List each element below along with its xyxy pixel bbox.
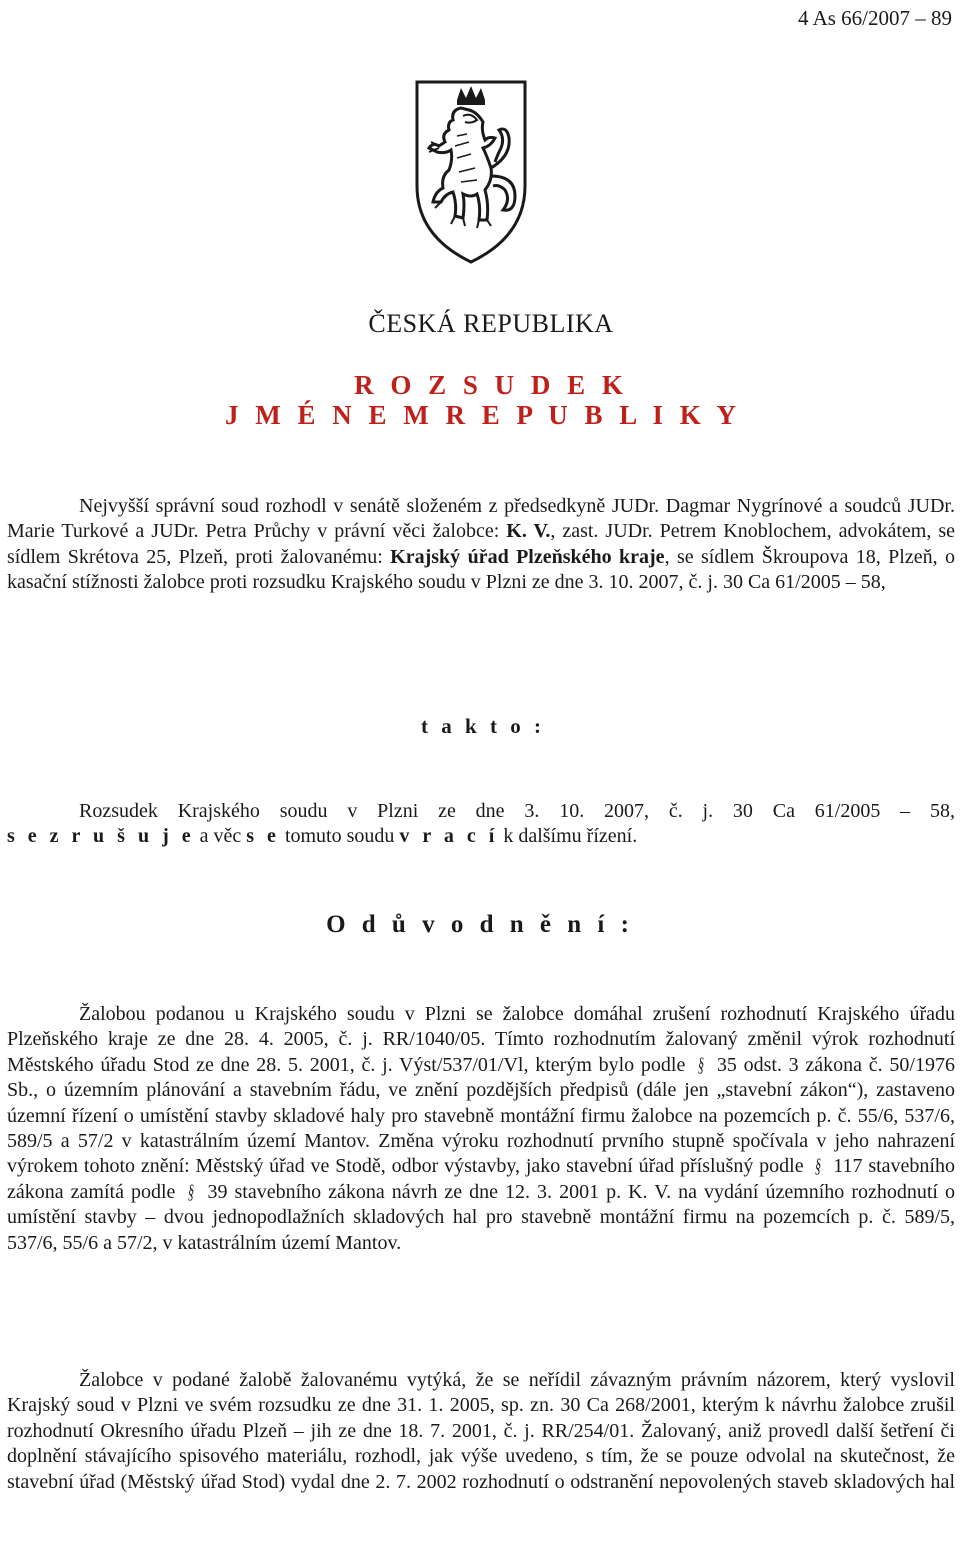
takto-heading: t a k t o :: [421, 714, 545, 738]
plaintiff-name: K. V.: [506, 520, 551, 543]
judgment-title: R O Z S U D E K: [354, 370, 628, 400]
verdict-paragraph: Rozsudek Krajského soudu v Plzni ze dne 3. 10. 2007, č. j. 30 Ca 61/2005 – 58, s e z r u š u j e a věc s e tomuto soudu v r a c í k dalšímu řízení.: [7, 800, 955, 848]
page-number: 4 As 66/2007 – 89: [797, 6, 952, 30]
reasoning-paragraph-2: Žalobce v podané žalobě žalovanému vytýká, že se neřídil závazným právním názorem, který vyslovil Krajský soud v Plzni ve svém rozsudku ze dne 31. 1. 2005, sp. zn. 30 Ca 268/2001, kterým k návrhu žalobce zrušil rozhodnutí Okresního úřadu Plzeň – jih ze dne 18. 7. 2001, č. j. RR/254/01. Žalovaný, aniž provedl další šetření či doplnění stávajícího spisového materiálu, rozhodl, jak výše uvedeno, s tím, že se pouze odvolal na skutečnost, že stavební úřad (Městský úřad Stod) vydal dne 2. 7. 2002 rozhodnutí o odstranění nepovolených staveb skladových hal: [7, 1369, 955, 1493]
reasoning-paragraph-1: Žalobou podanou u Krajského soudu v Plzni se žalobce domáhal zrušení rozhodnutí Krajského úřadu Plzeňského kraje ze dne 28. 4. 2005, č. j. RR/1040/05. Tímto rozhodnutím žalovaný změnil výrok rozhodnutí Městského úřadu Stod ze dne 28. 5. 2001, č. j. Výst/537/01/Vl, kterým bylo podle § 35 odst. 3 zákona č. 50/1976 Sb., o územním plánování a stavebním řádu, ve znění pozdějších předpisů (dále jen „stavební zákon“), zastaveno územní řízení o umístění stavby skladové haly pro stavebně montážní firmu žalobce na pozemcích p. č. 55/6, 537/6, 589/5 a 57/2 v katastrálním území Mantov. Změna výroku rozhodnutí prvního stupně spočívala v jeho nahrazení výrokem tohoto znění: Městský úřad ve Stodě, odbor výstavby, jako stavební úřad příslušný podle § 117 stavebního zákona zamítá podle § 39 stavebního zákona návrh ze dne 12. 3. 2001 p. K. V. na vydání územního rozhodnutí o umístění stavby – dvou jednopodlažních skladových hal pro stavebně montážní firmu na pozemcích p. č. 589/5, 537/6, 55/6 a 57/2, v katastrálním území Mantov.: [7, 1003, 955, 1254]
section-sign: §: [698, 1053, 705, 1076]
judgment-subtitle: J M É N E M R E P U B L I K Y: [224, 400, 742, 430]
country-name: ČESKÁ REPUBLIKA: [368, 309, 614, 338]
reasoning-heading: O d ů v o d n ě n í :: [326, 911, 634, 938]
intro-paragraph: Nejvyšší správní soud rozhodl v senátě složeném z předsedkyně JUDr. Dagmar Nygrínové a soudců JUDr. Marie Turkové a JUDr. Petra Průchy v právní věci žalobce: K. V., zast. JUDr. Petrem Knoblochem, advokátem, se sídlem Skrétova 25, Plzeň, proti žalovanému: Krajský úřad Plzeňského kraje, se sídlem Škroupova 18, Plzeň, o kasační stížnosti žalobce proti rozsudku Krajského soudu v Plzni ze dne 3. 10. 2007, č. j. 30 Ca 61/2005 – 58,: [7, 495, 956, 594]
section-sign: §: [815, 1155, 822, 1178]
defendant-name: Krajský úřad Plzeňského kraje: [390, 545, 665, 568]
section-sign: §: [188, 1180, 195, 1203]
czech-lion-coat-of-arms-icon: [411, 76, 531, 266]
